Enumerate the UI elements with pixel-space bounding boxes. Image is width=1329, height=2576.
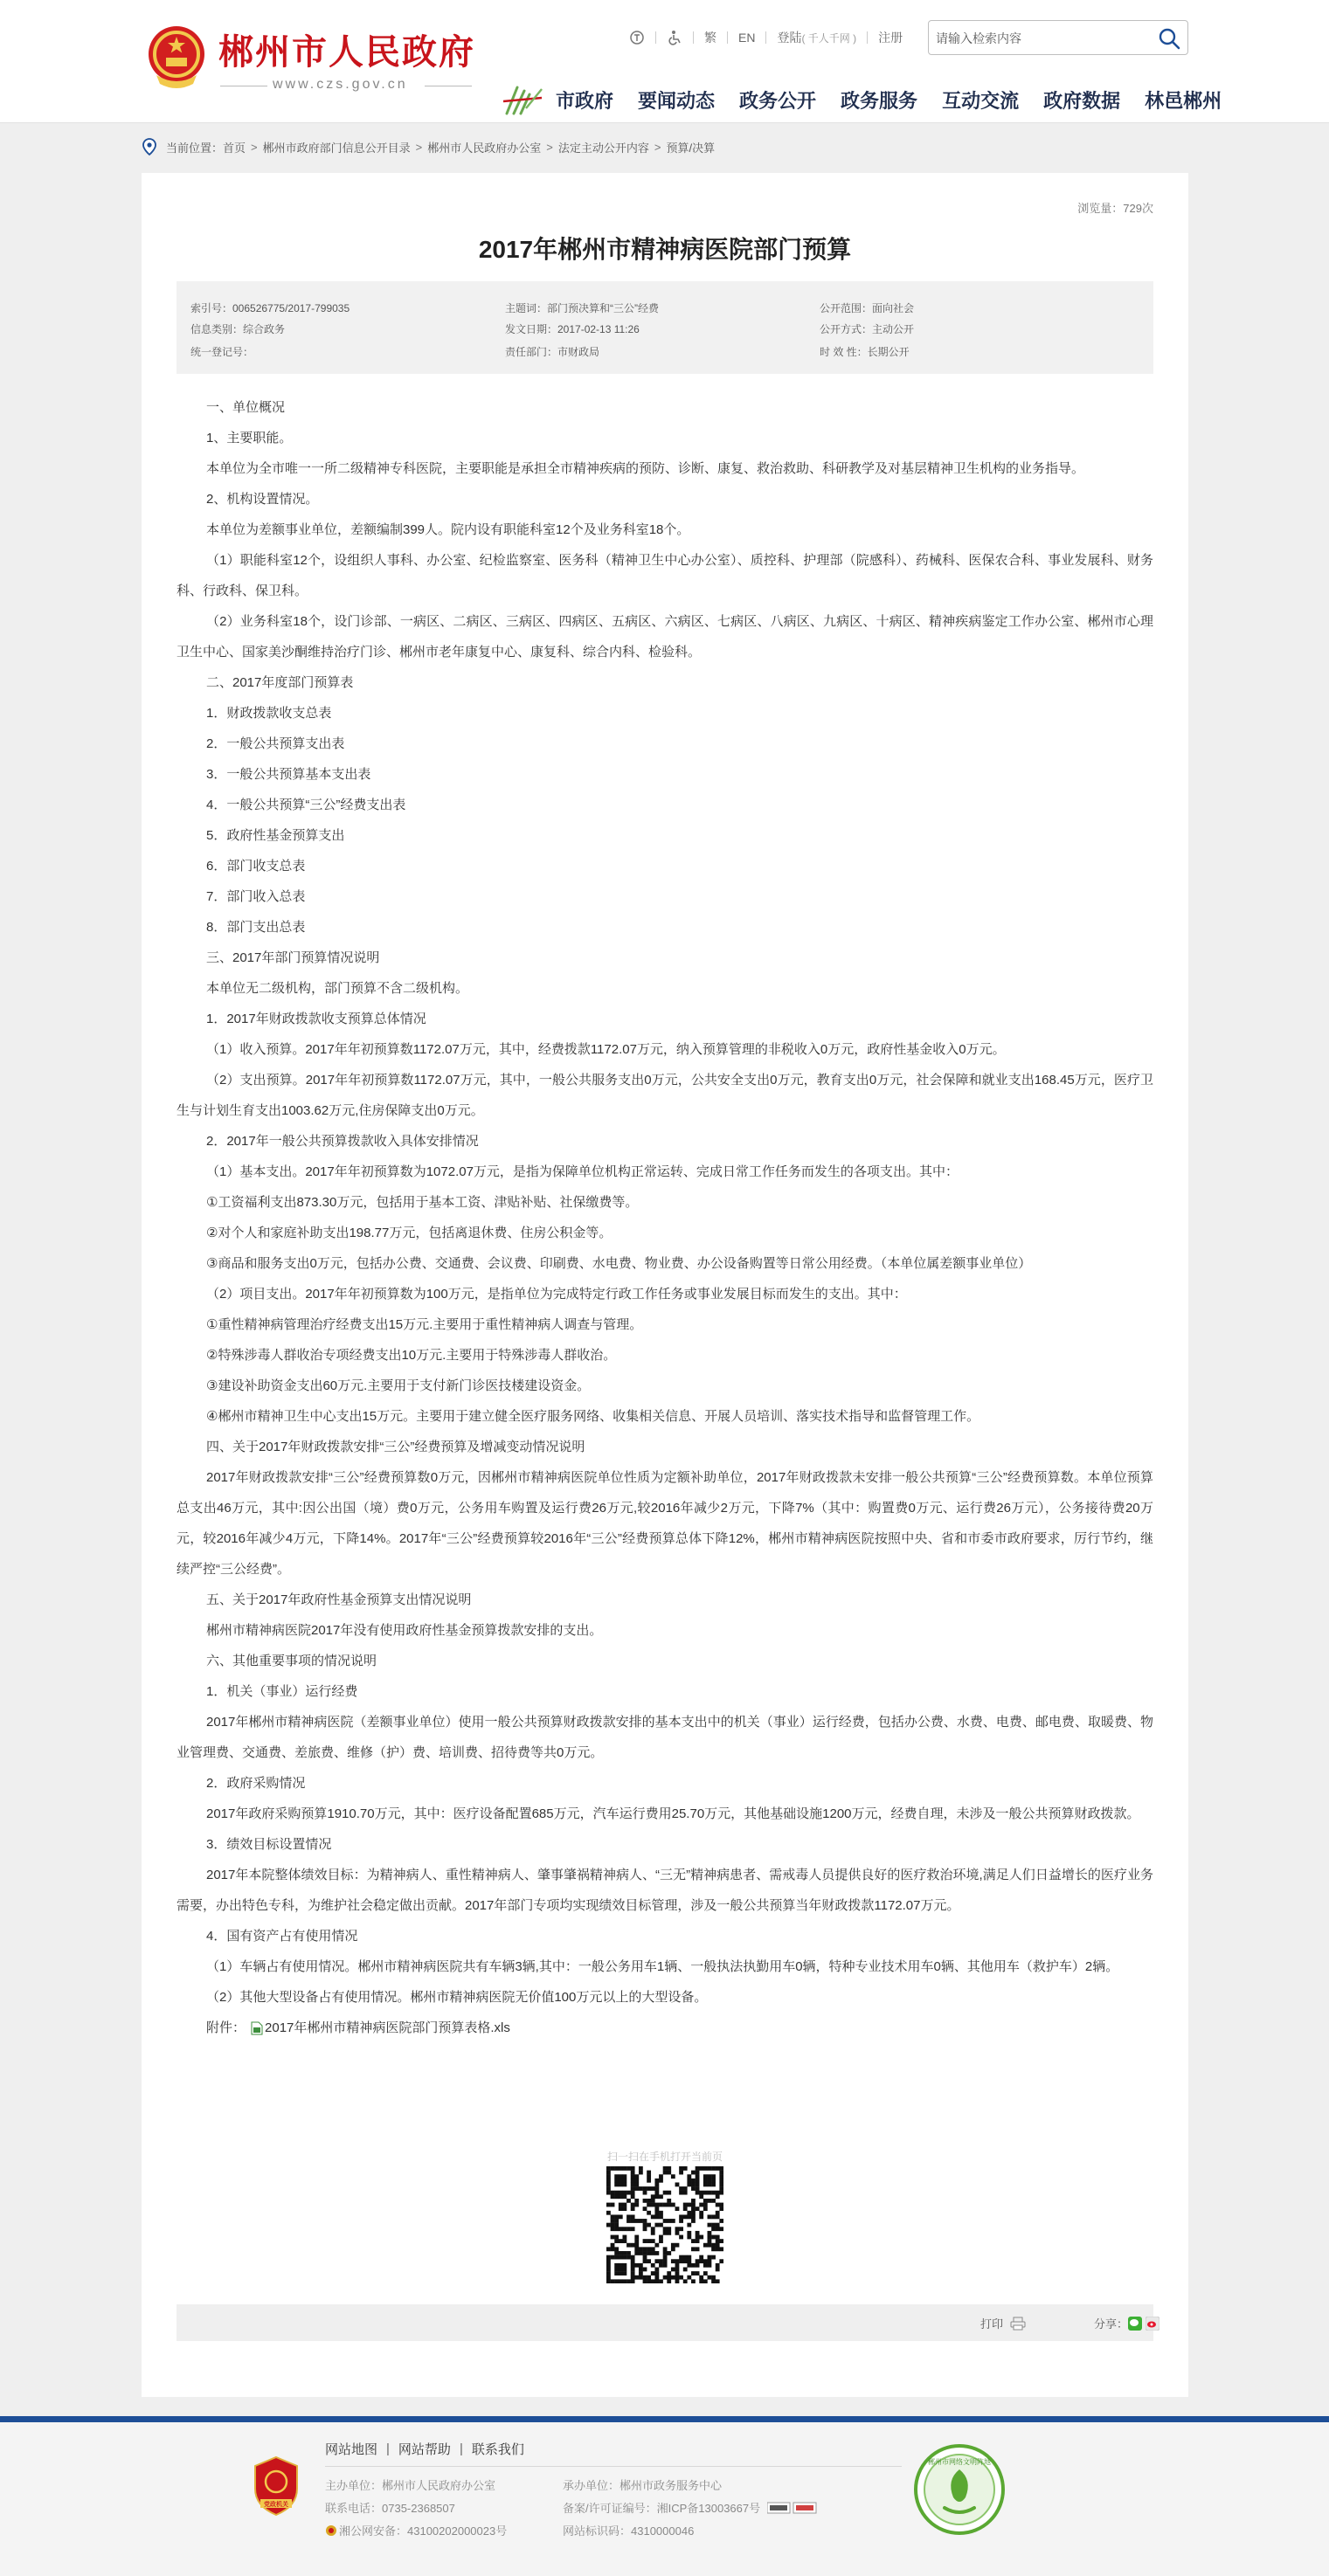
- main-nav: [502, 82, 1222, 117]
- article-paragraph: （2）支出预算。2017年年初预算数1172.07万元，其中，一般公共服务支出0万元，公共安全支出0万元，教育支出0万元，社会保障和就业支出168.45万元，医疗卫生与计划生育支出1003.62万元,住房保障支出0万元。: [177, 1073, 1153, 1118]
- xls-file-icon: [251, 2021, 263, 2035]
- nav-item-government-affairs-disclosure[interactable]: 政务公开: [739, 89, 817, 112]
- article-paragraph: （2）项目支出。2017年年初预算数为100万元，是指单位为完成特定行政工作任务或事业发展目标而发生的支出。其中：: [206, 1287, 907, 1302]
- breadcrumb-statutory-content[interactable]: 法定主动公开内容: [557, 141, 649, 155]
- article-card: [142, 173, 1188, 2397]
- article-paragraph: ①重性精神病管理治疗经费支出15万元.主要用于重性精神病人调查与管理。: [206, 1317, 643, 1332]
- login-link[interactable]: 登陆: [777, 31, 802, 45]
- nav-item-linyi-chenzhou[interactable]: 林邑郴州: [1145, 89, 1222, 112]
- article-paragraph: （1）职能科室12个，设组织人事科、办公室、纪检监察室、医务科（精神卫生中心办公室）、质控科、护理部（院感科）、药械科、医保农合科、事业发展科、财务科、行政科、保卫科。: [177, 553, 1153, 598]
- breadcrumb-separator: >: [654, 140, 661, 154]
- site-title[interactable]: 郴州市人民政府: [218, 33, 475, 72]
- meta-validity: 时 效 性：长期公开: [820, 346, 910, 358]
- seal-text: 郴州市网络文明阵地: [928, 2458, 991, 2466]
- meta-category: 信息类别：综合政务: [190, 323, 286, 335]
- footer-links: [325, 2440, 524, 2458]
- qr-code-image: [606, 2166, 723, 2283]
- breadcrumb-office[interactable]: 郴州市人民政府办公室: [427, 141, 542, 155]
- article-paragraph: ②对个人和家庭补助支出198.77万元，包括离退休费、住房公积金等。: [206, 1226, 613, 1240]
- article-paragraph: ③建设补助资金支出60万元.主要用于支付新门诊医技楼建设资金。: [206, 1378, 591, 1393]
- share-bar: [177, 2304, 1153, 2341]
- article-paragraph: 1．财政拨款收支总表: [206, 706, 332, 721]
- article-paragraph: 4．国有资产占有使用情况: [206, 1929, 358, 1944]
- party-government-agency-badge[interactable]: [252, 2455, 301, 2517]
- article-paragraph: （2）业务科室18个，设门诊部、一病区、二病区、三病区、四病区、五病区、六病区、七病区、八病区、九病区、十病区、精神疾病鉴定工作办公室、郴州市心理卫生中心、国家美沙酮维持治疗门诊、郴州市老年康复中心、康复科、综合内科、检验科。: [177, 614, 1153, 660]
- article-paragraph: 2．政府采购情况: [206, 1776, 306, 1791]
- article-paragraph: （1）车辆占有使用情况。郴州市精神病医院共有车辆3辆,其中：一般公务用车1辆、一般执法执勤用车0辆，特种专业技术用车0辆、其他用车（救护车）2辆。: [206, 1959, 1119, 1974]
- attachment-label: 附件：: [206, 2020, 246, 2035]
- article-paragraph: 3．绩效目标设置情况: [206, 1837, 332, 1852]
- breadcrumb-separator: >: [251, 140, 258, 154]
- register-link[interactable]: 注册: [878, 31, 903, 45]
- meta-method: 公开方式：主动公开: [820, 323, 915, 335]
- breadcrumb-separator: >: [415, 140, 423, 154]
- meta-department: 责任部门：市财政局: [505, 346, 600, 358]
- nav-item-city-government[interactable]: 市政府: [556, 89, 614, 112]
- article-paragraph: 7．部门收入总表: [206, 889, 306, 904]
- article-paragraph: 3．一般公共预算基本支出表: [206, 767, 371, 782]
- article-paragraph: 六、其他重要事项的情况说明: [206, 1654, 377, 1668]
- footer-organizer: 承办单位：郴州市政务服务中心: [563, 2479, 723, 2492]
- article-paragraph: 1．机关（事业）运行经费: [206, 1684, 358, 1699]
- divider: [325, 2466, 902, 2467]
- breadcrumb: [142, 136, 715, 157]
- wechat-share-icon[interactable]: [1128, 2317, 1142, 2331]
- article-body: [177, 392, 1153, 2043]
- article-paragraph: 2017年政府采购预算1910.70万元，其中：医疗设备配置685万元，汽车运行费用25.70万元，其他基础设施1200万元，经费自理，未涉及一般公共预算财政拨款。: [206, 1806, 1140, 1821]
- attachment-row: [177, 2013, 1153, 2043]
- article-paragraph: 2、机构设置情况。: [206, 492, 319, 507]
- footer-sponsor: 主办单位：郴州市人民政府办公室: [325, 2479, 496, 2492]
- article-paragraph: ④郴州市精神卫生中心支出15万元。主要用于建立健全医疗服务网络、收集相关信息、开展人员培训、落实技术指导和监督管理工作。: [206, 1409, 980, 1424]
- view-count: 浏览量：729次: [1077, 202, 1153, 215]
- printer-icon: [1010, 2317, 1026, 2331]
- footer-site-code: 网站标识码：4310000046: [563, 2524, 695, 2538]
- divider: [765, 31, 766, 44]
- weibo-share-icon[interactable]: [1146, 2317, 1159, 2331]
- article-paragraph: 三、2017年部门预算情况说明: [206, 950, 380, 965]
- footer-icp: [563, 2499, 818, 2516]
- nav-item-government-services[interactable]: 政务服务: [841, 89, 918, 112]
- traditional-chinese-link[interactable]: 繁: [704, 31, 716, 45]
- article-paragraph: 本单位无二级机构，部门预算不含二级机构。: [206, 981, 469, 996]
- article-paragraph: 一、单位概况: [206, 400, 286, 415]
- article-paragraph: 4．一般公共预算“三公”经费支出表: [206, 798, 406, 812]
- article-paragraph: （1）收入预算。2017年年初预算数1172.07万元，其中，经费拨款1172.07万元，纳入预算管理的非税收入0万元，政府性基金收入0万元。: [206, 1042, 1006, 1057]
- share-label: 分享：: [1094, 2317, 1129, 2331]
- article-paragraph: ①工资福利支出873.30万元，包括用于基本工资、津贴补贴、社保缴费等。: [206, 1195, 639, 1210]
- divider: [727, 31, 728, 44]
- footer-link-contact[interactable]: 联系我们: [471, 2442, 524, 2457]
- nav-item-interaction[interactable]: 互动交流: [942, 89, 1020, 112]
- cnnic-icon[interactable]: [767, 2502, 818, 2514]
- article-paragraph: 2017年郴州市精神病医院（差额事业单位）使用一般公共预算财政拨款安排的基本支出中的机关（事业）运行经费，包括办公费、水费、电费、邮电费、取暖费、物业管理费、交通费、差旅费、维修（护）费、培训费、招待费等共0万元。: [177, 1715, 1153, 1760]
- article-paragraph: 五、关于2017年政府性基金预算支出情况说明: [206, 1592, 472, 1607]
- footer-police-record: [325, 2522, 507, 2538]
- breadcrumb-disclosure-catalog[interactable]: 郴州市政府部门信息公开目录: [262, 141, 411, 155]
- accessibility-reader-icon[interactable]: [629, 30, 645, 45]
- article-paragraph: 二、2017年度部门预算表: [206, 675, 354, 690]
- location-pin-icon: [142, 138, 157, 155]
- divider: [693, 31, 694, 44]
- police-badge-icon: [325, 2524, 337, 2537]
- article-paragraph: 6．部门收支总表: [206, 859, 306, 874]
- article-paragraph: 1．2017年财政拨款收支预算总体情况: [206, 1012, 426, 1026]
- article-paragraph: 2017年本院整体绩效目标：为精神病人、重性精神病人、肇事肇祸精神病人、“三无”精神病患者、需戒毒人员提供良好的医疗救治环境,满足人们日益增长的医疗业务需要，办出特色专科，为维护社会稳定做出贡献。2017年部门专项均实现绩效目标管理，涉及一般公共预算当年财政拨款1172.07万元。: [177, 1868, 1153, 1913]
- login-hint: ( 千人千网 ): [801, 31, 857, 45]
- site-footer: [0, 2422, 1329, 2576]
- article-paragraph: 本单位为全市唯一一所二级精神专科医院，主要职能是承担全市精神疾病的预防、诊断、康复、救治救助、科研教学及对基层精神卫生机构的业务指导。: [206, 461, 1085, 476]
- meta-unified-code: 统一登记号：: [190, 346, 254, 358]
- article-paragraph: 2017年财政拨款安排“三公”经费预算数0万元，因郴州市精神病医院单位性质为定额补助单位，2017年财政拨款未安排一般公共预算“三公”经费预算数。本单位预算总支出46万元，其中:因公出国（境）费0万元，公务用车购置及运行费26万元,较2016年减少2万元，下降7%（其中：购置费0万元、运行费26万元），公务接待费20万元，较2016年减少4万元，下降14%。2017年“三公”经费预算较2016年“三公”经费预算总体下降12%，郴州市精神病医院按照中央、省和市委市政府要求，厉行节约，继续严控“三公经费”。: [177, 1470, 1153, 1577]
- article-paragraph: 1、主要职能。: [206, 431, 293, 445]
- footer-link-help[interactable]: 网站帮助: [398, 2442, 451, 2457]
- site-header: [0, 0, 1329, 123]
- search-icon[interactable]: [1158, 27, 1180, 50]
- print-button[interactable]: [980, 2315, 1026, 2331]
- meta-topic: 主题词：部门预决算和“三公”经费: [505, 302, 659, 314]
- qr-hint: 扫一扫在手机打开当前页: [606, 2151, 723, 2163]
- article-paragraph: 2．2017年一般公共预算拨款收入具体安排情况: [206, 1134, 479, 1149]
- search-input[interactable]: [934, 26, 1147, 51]
- footer-link-sitemap[interactable]: 网站地图: [325, 2442, 378, 2457]
- site-url: www.czs.gov.cn: [273, 77, 408, 92]
- footer-police-text[interactable]: 湘公网安备：43100202000023号: [339, 2524, 508, 2538]
- article-meta-table: [177, 281, 1153, 374]
- wheelchair-accessibility-icon[interactable]: [667, 30, 682, 45]
- divider: |: [386, 2441, 390, 2456]
- divider: [867, 31, 868, 44]
- nav-item-government-data[interactable]: 政府数据: [1043, 89, 1121, 112]
- article-paragraph: 5．政府性基金预算支出: [206, 828, 345, 843]
- english-link[interactable]: EN: [738, 31, 756, 45]
- article-paragraph: ②特殊涉毒人群收治专项经费支出10万元.主要用于特殊涉毒人群收治。: [206, 1348, 617, 1363]
- search-box: [928, 20, 1188, 55]
- article-paragraph: （2）其他大型设备占有使用情况。郴州市精神病医院无价值100万元以上的大型设备。: [206, 1990, 708, 2005]
- meta-publish-date: 发文日期：2017-02-13 11:26: [505, 323, 640, 335]
- article-paragraph: 8．部门支出总表: [206, 920, 306, 935]
- article-paragraph: 2．一般公共预算支出表: [206, 736, 345, 751]
- breadcrumb-separator: >: [546, 140, 553, 154]
- article-paragraph: 四、关于2017年财政拨款安排“三公”经费预算及增减变动情况说明: [206, 1440, 585, 1454]
- article-paragraph: 郴州市精神病医院2017年没有使用政府性基金预算拨款安排的支出。: [206, 1623, 603, 1638]
- attachment-link[interactable]: 2017年郴州市精神病医院部门预算表格.xls: [265, 2020, 510, 2035]
- footer-phone: 联系电话：0735-2368507: [325, 2502, 455, 2515]
- badge-text: 党政机关: [264, 2501, 288, 2508]
- footer-top-bar: [0, 2416, 1329, 2422]
- article-paragraph: （1）基本支出。2017年年初预算数为1072.07万元，是指为保障单位机构正常运转、完成日常工作任务而发生的各项支出。其中：: [206, 1164, 959, 1179]
- article-paragraph: 本单位为差额事业单位，差额编制399人。院内设有职能科室12个及业务科室18个。: [206, 522, 690, 537]
- divider: |: [459, 2441, 463, 2456]
- article-title: 2017年郴州市精神病医院部门预算: [478, 236, 852, 263]
- meta-scope: 公开范围：面向社会: [820, 302, 915, 314]
- footer-icp-text[interactable]: 备案/许可证编号：湘ICP备13003667号: [563, 2502, 761, 2515]
- network-civilization-seal-icon[interactable]: [913, 2443, 1006, 2536]
- article-paragraph: ③商品和服务支出0万元，包括办公费、交通费、会议费、印刷费、水电费、物业费、办公设备购置等日常公用经费。（本单位属差额事业单位）: [206, 1256, 1032, 1271]
- header-toolbar: [629, 28, 903, 47]
- share-group: [1094, 2315, 1159, 2331]
- national-emblem-icon: [144, 23, 209, 93]
- breadcrumb-home[interactable]: 首页: [223, 141, 246, 155]
- nav-item-news[interactable]: 要闻动态: [638, 89, 716, 112]
- meta-index-no: 索引号：006526775/2017-799035: [190, 302, 350, 314]
- breadcrumb-budget[interactable]: 预算/决算: [666, 141, 716, 155]
- nav-decoration-icon: [502, 82, 545, 117]
- print-label: 打印: [980, 2317, 1004, 2331]
- breadcrumb-label: 当前位置：: [166, 141, 224, 155]
- divider: [655, 31, 656, 44]
